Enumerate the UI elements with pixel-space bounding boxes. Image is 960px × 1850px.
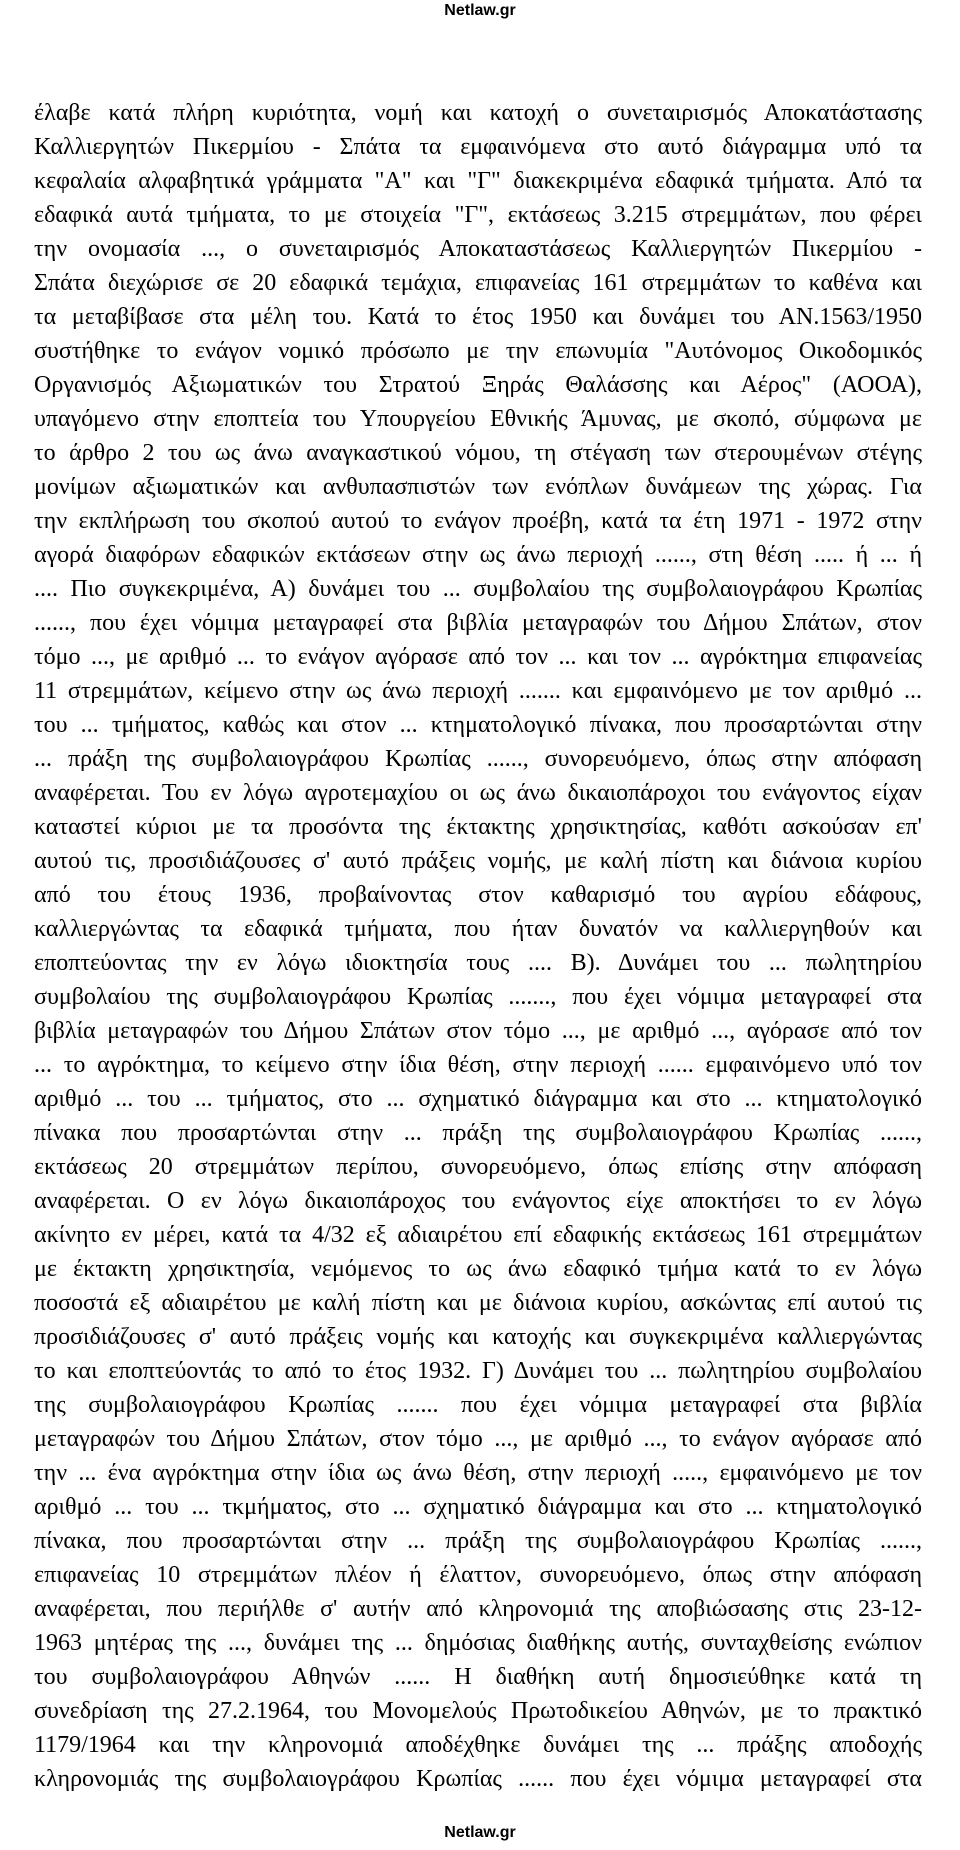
text-line: εδαφικά αυτά τμήματα, το με στοιχεία "Γ", εκτάσεως 3.215 στρεμμάτων, που φέρει [34,202,922,228]
text-line: του συμβολαιογράφου Αθηνών ...... Η διαθήκη αυτή δημοσιεύθηκε κατά τη [34,1664,922,1690]
text-line: ... πράξη της συμβολαιογράφου Κρωπίας ......, συνορευόμενο, όπως στην απόφαση [34,746,922,772]
text-line: αναφέρεται. Ο εν λόγω δικαιοπάροχος του ενάγοντος είχε αποκτήσει το εν λόγω [34,1188,922,1214]
page-header [0,0,960,22]
text-line: μονίμων αξιωματικών και ανθυπασπιστών των ενόπλων δυνάμεων της χώρας. Για [34,474,922,500]
text-line: εποπτεύοντας την εν λόγω ιδιοκτησία τους .... Β). Δυνάμει του ... πωλητηρίου [34,950,922,976]
text-line: πίνακα, που προσαρτώνται στην ... πράξη της συμβολαιογράφου Κρωπίας ......, [34,1528,922,1554]
text-line: συμβολαίου της συμβολαιογράφου Κρωπίας ......., που έχει νόμιμα μεταγραφεί στα [34,984,922,1010]
text-line: αριθμό ... του ... τμήματος, στο ... σχηματικό διάγραμμα και στο ... κτηματολογικό [34,1086,922,1112]
text-line: την εκπλήρωση του σκοπού αυτού το ενάγον προέβη, κατά τα έτη 1971 - 1972 στην [34,508,922,534]
page-footer [0,1822,960,1844]
text-line: Οργανισμός Αξιωματικών του Στρατού Ξηράς Θαλάσσης και Αέρος" (ΑΟΟΑ), [34,372,922,398]
site-label: Netlaw.gr [444,1824,516,1841]
text-line: κεφαλαία αλφαβητικά γράμματα "Α" και "Γ" διακεκριμένα εδαφικά τμήματα. Από τα [34,168,922,194]
text-line: αυτού τις, προσιδιάζουσες σ' αυτό πράξεις νομής, με καλή πίστη και διάνοια κυρίου [34,848,922,874]
text-line: κληρονομιάς της συμβολαιογράφου Κρωπίας ...... που έχει νόμιμα μεταγραφεί στα [34,1766,922,1792]
text-line: καλλιεργώντας τα εδαφικά τμήματα, που ήταν δυνατόν να καλλιεργηθούν και [34,916,922,942]
text-line: του ... τμήματος, καθώς και στον ... κτηματολογικό πίνακα, που προσαρτώνται στην [34,712,922,738]
text-line: 1179/1964 και την κληρονομιά αποδέχθηκε δυνάμει της ... πράξης αποδοχής [34,1732,922,1758]
text-line: υπαγόμενο στην εποπτεία του Υπουργείου Εθνικής Άμυνας, με σκοπό, σύμφωνα με [34,406,922,432]
text-line: ποσοστά εξ αδιαιρέτου με καλή πίστη και με διάνοια κυρίου, ασκώντας επί αυτού τις [34,1290,922,1316]
text-line: αριθμό ... του ... τκμήματος, στο ... σχηματικό διάγραμμα και στο ... κτηματολογικό [34,1494,922,1520]
text-line: ......, που έχει νόμιμα μεταγραφεί στα βιβλία μεταγραφών του Δήμου Σπάτων, στον [34,610,922,636]
text-line: το άρθρο 2 του ως άνω αναγκαστικού νόμου, τη στέγαση των στερουμένων στέγης [34,440,922,466]
text-line: 1963 μητέρας της ..., δυνάμει της ... δημόσιας διαθήκης αυτής, συνταχθείσης ενώπιον [34,1630,922,1656]
text-line: αναφέρεται, που περιήλθε σ' αυτήν από κληρονομιά της αποβιώσασης στις 23-12- [34,1596,922,1622]
text-line: προσιδιάζουσες σ' αυτό πράξεις νομής και κατοχής και συγκεκριμένα καλλιεργώντας [34,1324,922,1350]
text-line: το και εποπτεύοντάς το από το έτος 1932. Γ) Δυνάμει του ... πωλητηρίου συμβολαίου [34,1358,922,1384]
text-line: Σπάτα διεχώρισε σε 20 εδαφικά τεμάχια, επιφανείας 161 στρεμμάτων το καθένα και [34,270,922,296]
text-line: έλαβε κατά πλήρη κυριότητα, νομή και κατοχή ο συνεταιρισμός Αποκατάστασης [34,100,922,126]
text-line: αγορά διαφόρων εδαφικών εκτάσεων στην ως άνω περιοχή ......, στη θέση ..... ή ... ή [34,542,922,568]
text-line: την ... ένα αγρόκτημα στην ίδια ως άνω θέση, στην περιοχή ....., εμφαινόμενο με τον [34,1460,922,1486]
text-line: τα μεταβίβασε στα μέλη του. Κατά το έτος 1950 και δυνάμει του ΑΝ.1563/1950 [34,304,922,330]
site-label: Netlaw.gr [444,2,516,19]
text-line: 11 στρεμμάτων, κείμενο στην ως άνω περιοχή ....... και εμφαινόμενο με τον αριθμό ... [34,678,922,704]
text-line: ακίνητο εν μέρει, κατά τα 4/32 εξ αδιαιρέτου επί εδαφικής εκτάσεως 161 στρεμμάτων [34,1222,922,1248]
text-line: συστήθηκε το ενάγον νομικό πρόσωπο με την επωνυμία "Αυτόνομος Οικοδομικός [34,338,922,364]
text-line: με έκτακτη χρησικτησία, νεμόμενος το ως άνω εδαφικό τμήμα κατά το εν λόγω [34,1256,922,1282]
text-line: Καλλιεργητών Πικερμίου - Σπάτα τα εμφαινόμενα στο αυτό διάγραμμα υπό τα [34,134,922,160]
text-line: καταστεί κύριοι με τα προσόντα της έκτακτης χρησικτησίας, καθότι ασκούσαν επ' [34,814,922,840]
text-line: ... το αγρόκτημα, το κείμενο στην ίδια θέση, στην περιοχή ...... εμφαινόμενο υπό τον [34,1052,922,1078]
text-line: από του έτους 1936, προβαίνοντας στον καθαρισμό του αγρίου εδάφους, [34,882,922,908]
text-line: επιφανείας 10 στρεμμάτων πλέον ή έλαττον, συνορευόμενο, όπως στην απόφαση [34,1562,922,1588]
text-line: συνεδρίαση της 27.2.1964, του Μονομελούς Πρωτοδικείου Αθηνών, με το πρακτικό [34,1698,922,1724]
text-line: βιβλία μεταγραφών του Δήμου Σπάτων στον τόμο ..., με αριθμό ..., αγόρασε από τον [34,1018,922,1044]
text-line: την ονομασία ..., ο συνεταιρισμός Αποκαταστάσεως Καλλιεργητών Πικερμίου - [34,236,922,262]
text-line: της συμβολαιογράφου Κρωπίας ....... που έχει νόμιμα μεταγραφεί στα βιβλία [34,1392,922,1418]
text-line: .... Πιο συγκεκριμένα, Α) δυνάμει του ... συμβολαίου της συμβολαιογράφου Κρωπίας [34,576,922,602]
text-line: εκτάσεως 20 στρεμμάτων περίπου, συνορευόμενο, όπως επίσης στην απόφαση [34,1154,922,1180]
document-body [34,96,922,1796]
text-line: αναφέρεται. Του εν λόγω αγροτεμαχίου οι ως άνω δικαιοπάροχοι του ενάγοντος είχαν [34,780,922,806]
text-line: πίνακα που προσαρτώνται στην ... πράξη της συμβολαιογράφου Κρωπίας ......, [34,1120,922,1146]
text-line: μεταγραφών του Δήμου Σπάτων, στον τόμο ..., με αριθμό ..., το ενάγον αγόρασε από [34,1426,922,1452]
text-line: τόμο ..., με αριθμό ... το ενάγον αγόρασε από τον ... και τον ... αγρόκτημα επιφανείας [34,644,922,670]
